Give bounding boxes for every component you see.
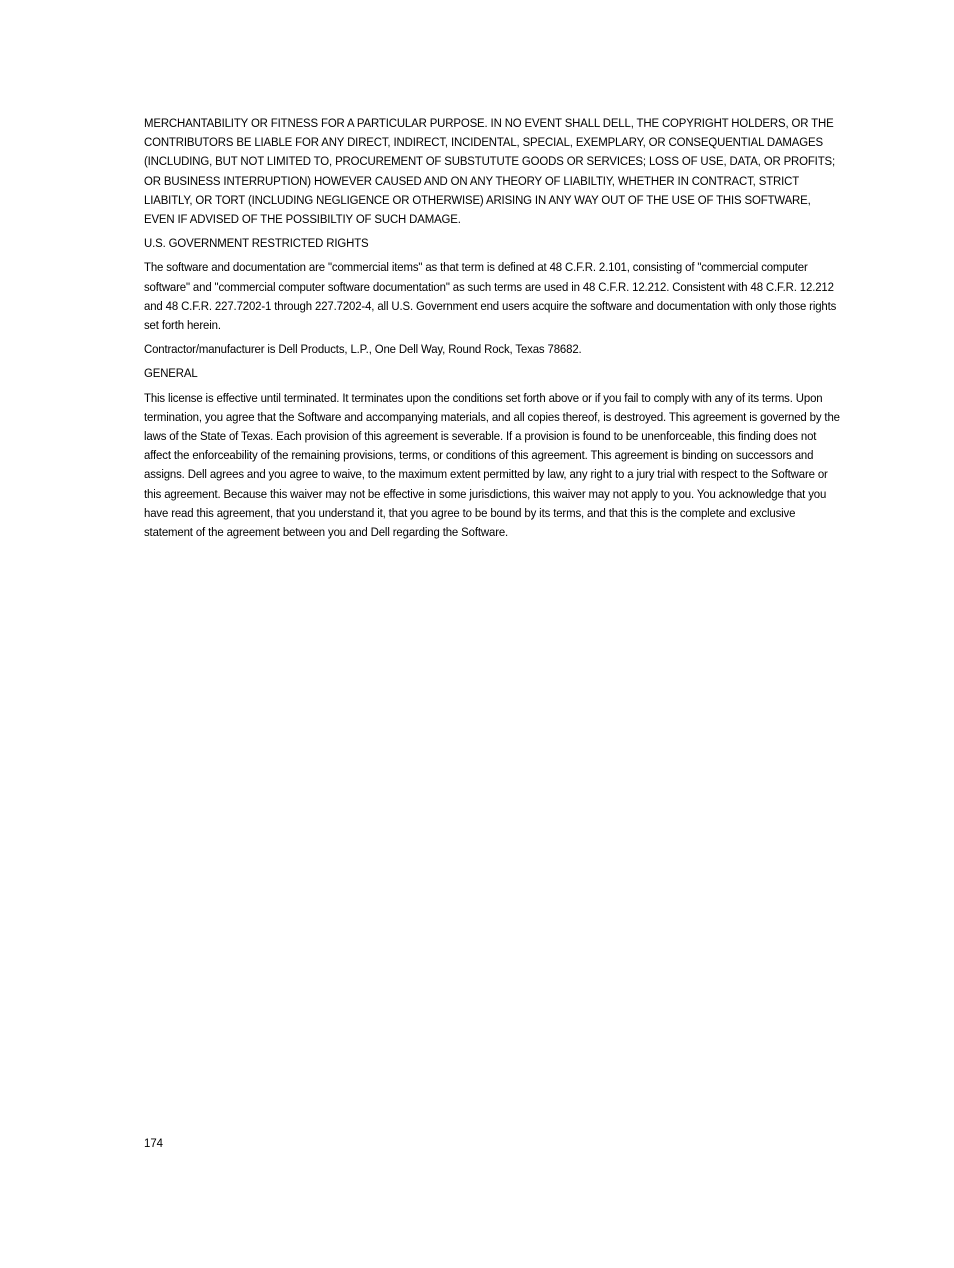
disclaimer-paragraph: MERCHANTABILITY OR FITNESS FOR A PARTICULAR PURPOSE. IN NO EVENT SHALL DELL, THE COPYRIGHT HOLDERS, OR THE CONTRIBUTORS BE LIABLE FOR ANY DIRECT, INDIRECT, INCIDENTAL, SPECIAL, EXEMPLARY, OR CONSEQUENTIAL DAMAGES (INCLUDING, BUT NOT LIMITED TO, PROCUREMENT OF SUBSTUTUTE GOODS OR SERVICES; LOSS OF USE, DATA, OR PROFITS; OR BUSINESS INTERRUPTION) HOWEVER CAUSED AND ON ANY THEORY OF LIABILTIY, WHETHER IN CONTRACT, STRICT LIABITLY, OR TORT (INCLUDING NEGLIGENCE OR OTHERWISE) ARISING IN ANY WAY OUT OF THE USE OF THIS SOFTWARE, EVEN IF ADVISED OF THE POSSIBILTIY OF SUCH DAMAGE. xyxy=(144,116,836,227)
contractor-paragraph: Contractor/manufacturer is Dell Products, L.P., One Dell Way, Round Rock, Texas 78682. xyxy=(144,342,582,357)
page-number: 174 xyxy=(144,1136,164,1150)
section-heading-government-rights: U.S. GOVERNMENT RESTRICTED RIGHTS xyxy=(144,236,369,251)
section-heading-general: GENERAL xyxy=(144,366,198,381)
document-body xyxy=(144,114,841,547)
government-rights-paragraph: The software and documentation are "commercial items" as that term is defined at 48 C.F.R. 2.101, consisting of "commercial computer software" and "commercial computer software documentation" as such terms are used in 48 C.F.R. 12.212. Consistent with 48 C.F.R. 12.212 and 48 C.F.R. 227.7202-1 through 227.7202-4, all U.S. Government end users acquire the software and documentation with only those rights set forth herein. xyxy=(144,260,837,333)
general-paragraph: This license is effective until terminated. It terminates upon the conditions set forth above or if you fail to comply with any of its terms. Upon termination, you agree that the Software and accompanying materials, and all copies thereof, is destroyed. This agreement is governed by the laws of the State of Texas. Each provision of this agreement is severable. If a provision is found to be unenforceable, this finding does not affect the enforceability of the remaining provisions, terms, or conditions of this agreement. This agreement is binding on successors and assigns. Dell agrees and you agree to waive, to the maximum extent permitted by law, any right to a jury trial with respect to the Software or this agreement. Because this waiver may not be effective in some jurisdictions, this waiver may not apply to you. You acknowledge that you have read this agreement, that you understand it, that you agree to be bound by its terms, and that this is the complete and exclusive statement of the agreement between you and Dell regarding the Software. xyxy=(144,390,840,540)
